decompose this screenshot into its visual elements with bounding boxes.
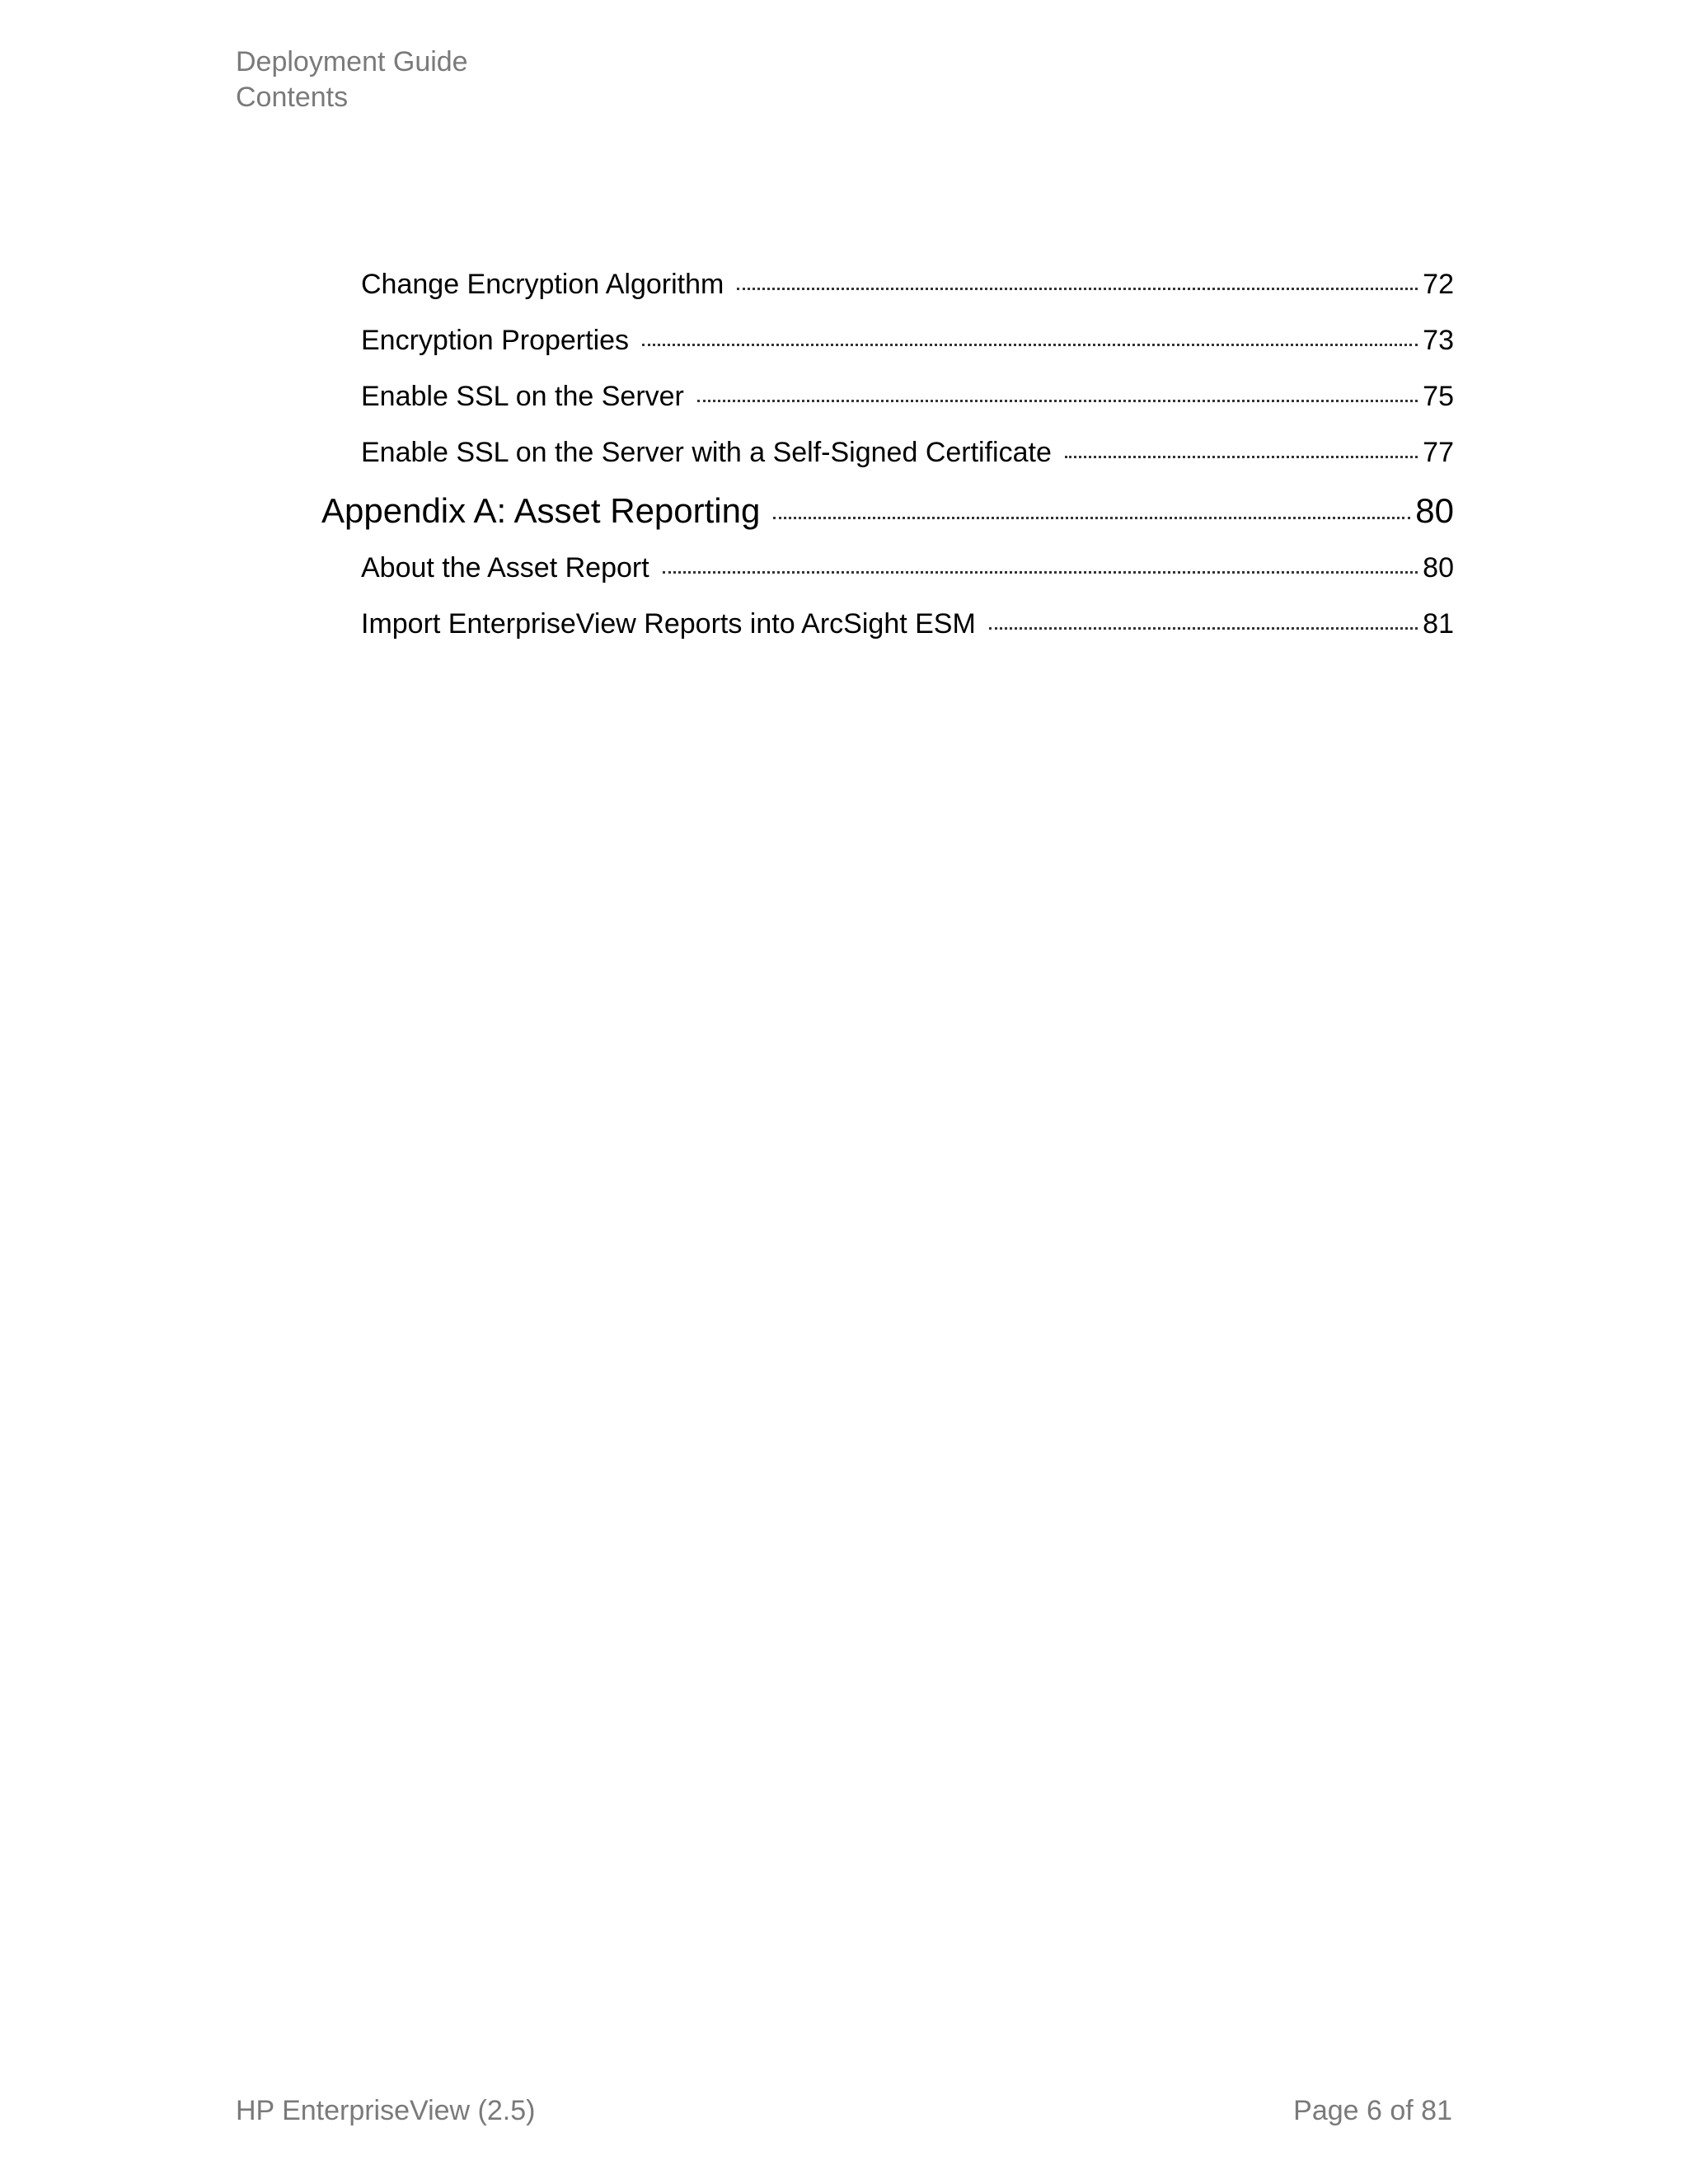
toc-entry-page: 81 xyxy=(1423,608,1454,640)
toc-entry-page: 77 xyxy=(1423,437,1454,468)
toc-chapter-page: 80 xyxy=(1415,491,1454,530)
toc-entry-page: 75 xyxy=(1423,381,1454,412)
toc-entry-title: Enable SSL on the Server with a Self-Signed Certificate xyxy=(361,437,1052,468)
table-of-contents xyxy=(321,262,1454,658)
toc-dot-leader xyxy=(773,517,1410,519)
toc-entry[interactable] xyxy=(321,262,1454,318)
toc-entry[interactable] xyxy=(321,374,1454,430)
toc-entry-title: Import EnterpriseView Reports into ArcSight ESM xyxy=(361,608,976,640)
toc-entry-title: Change Encryption Algorithm xyxy=(361,269,724,300)
toc-entry[interactable] xyxy=(321,430,1454,486)
toc-entry-title: Enable SSL on the Server xyxy=(361,381,684,412)
toc-dot-leader xyxy=(737,288,1418,290)
toc-dot-leader xyxy=(663,571,1418,574)
footer-page-number: Page 6 of 81 xyxy=(1293,2095,1452,2126)
section-title: Contents xyxy=(236,82,349,113)
toc-dot-leader xyxy=(989,627,1418,630)
toc-dot-leader xyxy=(642,344,1418,346)
document-title: Deployment Guide xyxy=(236,46,468,77)
toc-dot-leader xyxy=(697,400,1418,402)
toc-entry-page: 80 xyxy=(1423,552,1454,583)
toc-entry[interactable] xyxy=(321,318,1454,374)
toc-entry-title: About the Asset Report xyxy=(361,552,649,583)
toc-dot-leader xyxy=(1065,456,1418,458)
footer-product: HP EnterpriseView (2.5) xyxy=(236,2095,536,2126)
toc-entry[interactable] xyxy=(321,546,1454,602)
toc-entry-title: Encryption Properties xyxy=(361,325,630,356)
toc-entry-page: 72 xyxy=(1423,269,1454,300)
toc-entry-page: 73 xyxy=(1423,325,1454,356)
toc-chapter-title: Appendix A: Asset Reporting xyxy=(321,491,761,530)
toc-chapter-entry[interactable] xyxy=(321,486,1454,546)
toc-entry[interactable] xyxy=(321,602,1454,658)
running-header xyxy=(236,45,468,115)
